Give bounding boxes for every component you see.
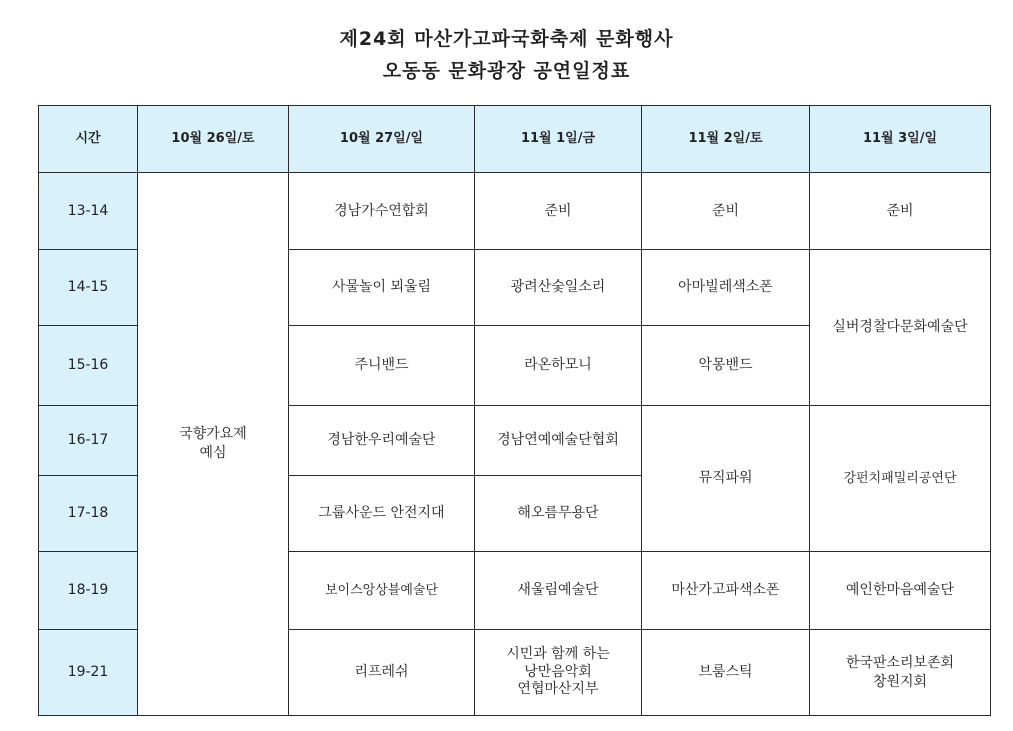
day3-event [475,630,642,716]
day2-event: 경남한우리예술단 [289,406,475,476]
day5-event-line2: 창원지회 [872,673,928,690]
day3-event-line2: 낭만음악회 [524,663,592,680]
day5-event: 실버경찰다문화예술단 [810,250,991,406]
day1-event-line1: 국향가요제 [179,426,247,443]
day4-event: 아마빌레색소폰 [642,250,810,326]
day3-event: 라온하모니 [475,326,642,406]
day2-event: 사물놀이 뫼울림 [289,250,475,326]
day2-event: 그룹사운드 안전지대 [289,476,475,552]
day3-event: 경남연예예술단협회 [475,406,642,476]
day4-event: 악몽밴드 [642,326,810,406]
day2-event: 보이스앙상블예술단 [289,552,475,630]
table-row [39,173,991,250]
time-slot: 15-16 [39,326,138,406]
day1-event-line2: 예심 [199,445,227,461]
time-slot: 19-21 [39,630,138,716]
time-slot: 14-15 [39,250,138,326]
day2-event: 리프레쉬 [289,630,475,716]
day4-event: 준비 [642,173,810,250]
day2-event: 주니밴드 [289,326,475,406]
page-subtitle: 오동동 문화광장 공연일정표 [382,60,631,82]
header-day-2: 10월 27일/일 [289,106,475,173]
time-slot: 17-18 [39,476,138,552]
day3-event-line3: 연협마산지부 [517,681,599,698]
day5-event: 예인한마음예술단 [810,552,991,630]
day3-event-line1: 시민과 함께 하는 [506,646,610,663]
day3-event: 새울림예술단 [475,552,642,630]
day4-event: 뮤직파워 [642,406,810,552]
day1-event [138,173,289,716]
day4-event: 브룸스틱 [642,630,810,716]
time-slot: 16-17 [39,406,138,476]
time-slot: 13-14 [39,173,138,250]
page-title: 제24회 마산가고파국화축제 문화행사 [339,28,674,50]
day5-event: 준비 [810,173,991,250]
day2-event: 경남가수연합회 [289,173,475,250]
header-day-5: 11월 3일/일 [810,106,991,173]
header-time: 시간 [39,106,138,173]
day5-event: 강펀치패밀리공연단 [810,406,991,552]
day4-event: 마산가고파색소폰 [642,552,810,630]
day3-event: 해오름무용단 [475,476,642,552]
header-row [39,106,991,173]
day3-event: 준비 [475,173,642,250]
header-day-4: 11월 2일/토 [642,106,810,173]
time-slot: 18-19 [39,552,138,630]
day5-event [810,630,991,716]
header-day-1: 10월 26일/토 [138,106,289,173]
header-day-3: 11월 1일/금 [475,106,642,173]
day5-event-line1: 한국판소리보존회 [845,654,955,671]
performance-schedule-table [38,105,991,716]
day3-event: 광려산숯일소리 [475,250,642,326]
